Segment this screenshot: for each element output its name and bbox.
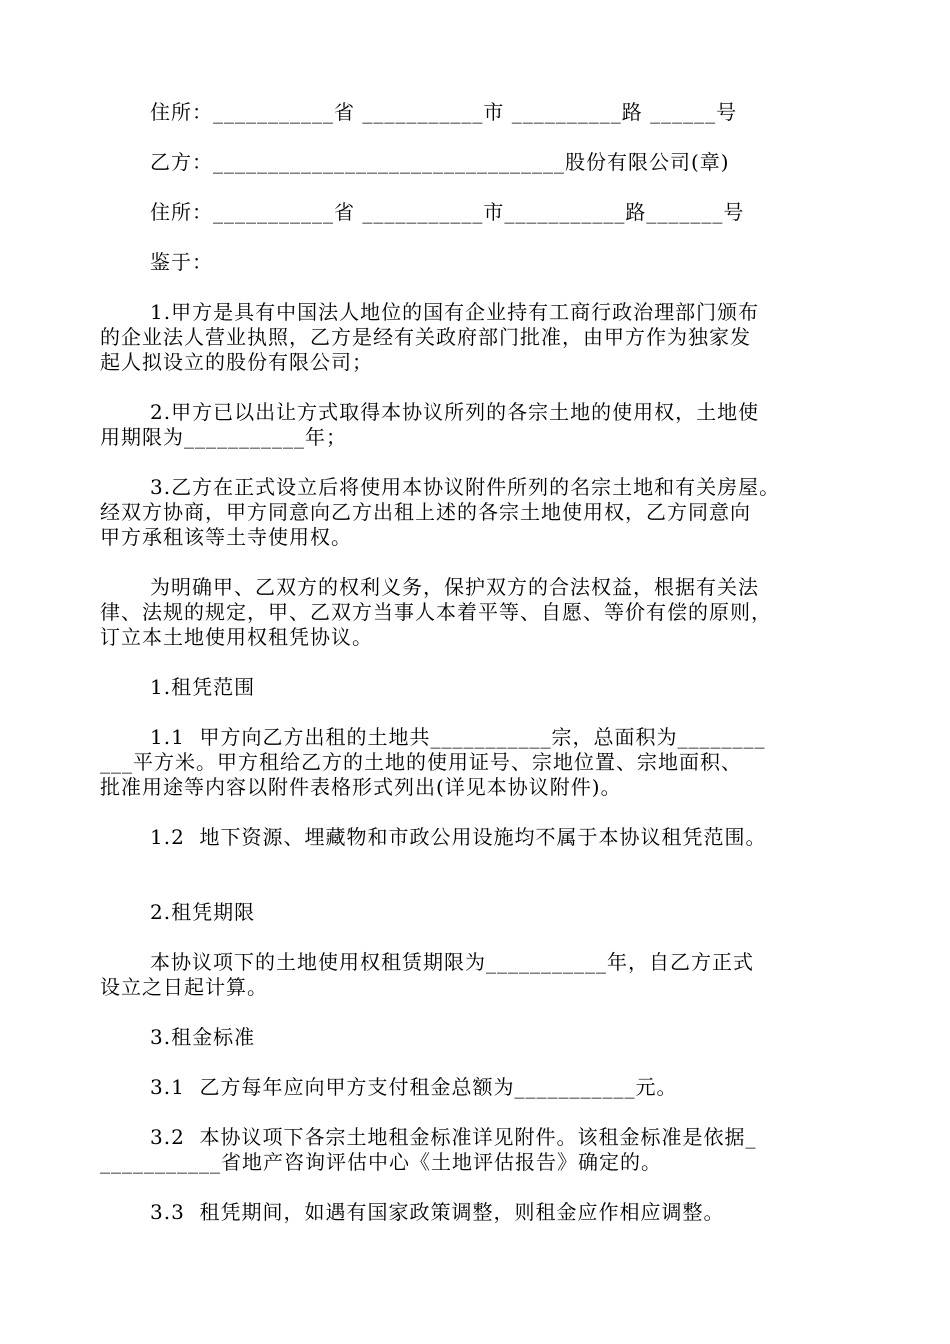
paragraph-line: 用期限为___________年； (100, 425, 347, 449)
paragraph-line: 经双方协商，甲方同意向乙方出租上述的各宗土地使用权，乙方同意向 (100, 500, 751, 524)
whereas-heading: 鉴于： (150, 250, 213, 274)
party-b-line: 乙方：________________________________股份有限公司(章) (150, 150, 730, 174)
paragraph-line: 3.1 乙方每年应向甲方支付租金总额为___________元。 (150, 1075, 678, 1099)
section-heading: 2.租凭期限 (150, 900, 256, 924)
paragraph-line: 3.3 租凭期间，如遇有国家政策调整，则租金应作相应调整。 (150, 1200, 725, 1224)
paragraph-line: 批准用途等内容以附件表格形式列出(详见本协议附件)。 (100, 775, 622, 799)
section-heading: 3.租金标准 (150, 1025, 256, 1049)
paragraph-line: 本协议项下的土地使用权租赁期限为___________年，自乙方正式 (150, 950, 754, 974)
paragraph-line: 2.甲方已以出让方式取得本协议所列的各宗土地的使用权，土地使 (150, 400, 760, 424)
paragraph-line: 律、法规的规定，甲、乙双方当事人本着平等、自愿、等价有偿的原则， (100, 600, 772, 624)
paragraph-line: 1.1 甲方向乙方出租的土地共___________宗，总面积为________ (150, 725, 766, 749)
paragraph-line: 订立本土地使用权租凭协议。 (100, 625, 373, 649)
paragraph-line: 设立之日起计算。 (100, 975, 268, 999)
paragraph-line: ___________省地产咨询评估中心《土地评估报告》确定的。 (100, 1150, 662, 1174)
section-heading: 1.租凭范围 (150, 675, 256, 699)
paragraph-line: 为明确甲、乙双方的权利义务，保护双方的合法权益，根据有关法 (150, 575, 759, 599)
paragraph-line: 1.2 地下资源、埋藏物和市政公用设施均不属于本协议租凭范围。 (150, 825, 767, 849)
paragraph-line: 甲方承租该等土寺使用权。 (100, 525, 352, 549)
paragraph-line: 3.2 本协议项下各宗土地租金标准详见附件。该租金标准是依据_ (150, 1125, 757, 1149)
paragraph-line: 3.乙方在正式设立后将使用本协议附件所列的名宗土地和有关房屋。 (150, 475, 781, 499)
paragraph-line: 1.甲方是具有中国法人地位的国有企业持有工商行政治理部门颁布 (150, 300, 760, 324)
address-line-party-a: 住所：___________省 ___________市 __________路 ______号 (150, 100, 738, 124)
paragraph-line: ___平方米。甲方租给乙方的土地的使用证号、宗地位置、宗地面积、 (100, 750, 742, 774)
address-line-party-b: 住所：___________省 ___________市___________路_______号 (150, 200, 745, 224)
paragraph-line: 起人拟设立的股份有限公司； (100, 350, 373, 374)
paragraph-line: 的企业法人营业执照，乙方是经有关政府部门批准，由甲方作为独家发 (100, 325, 751, 349)
